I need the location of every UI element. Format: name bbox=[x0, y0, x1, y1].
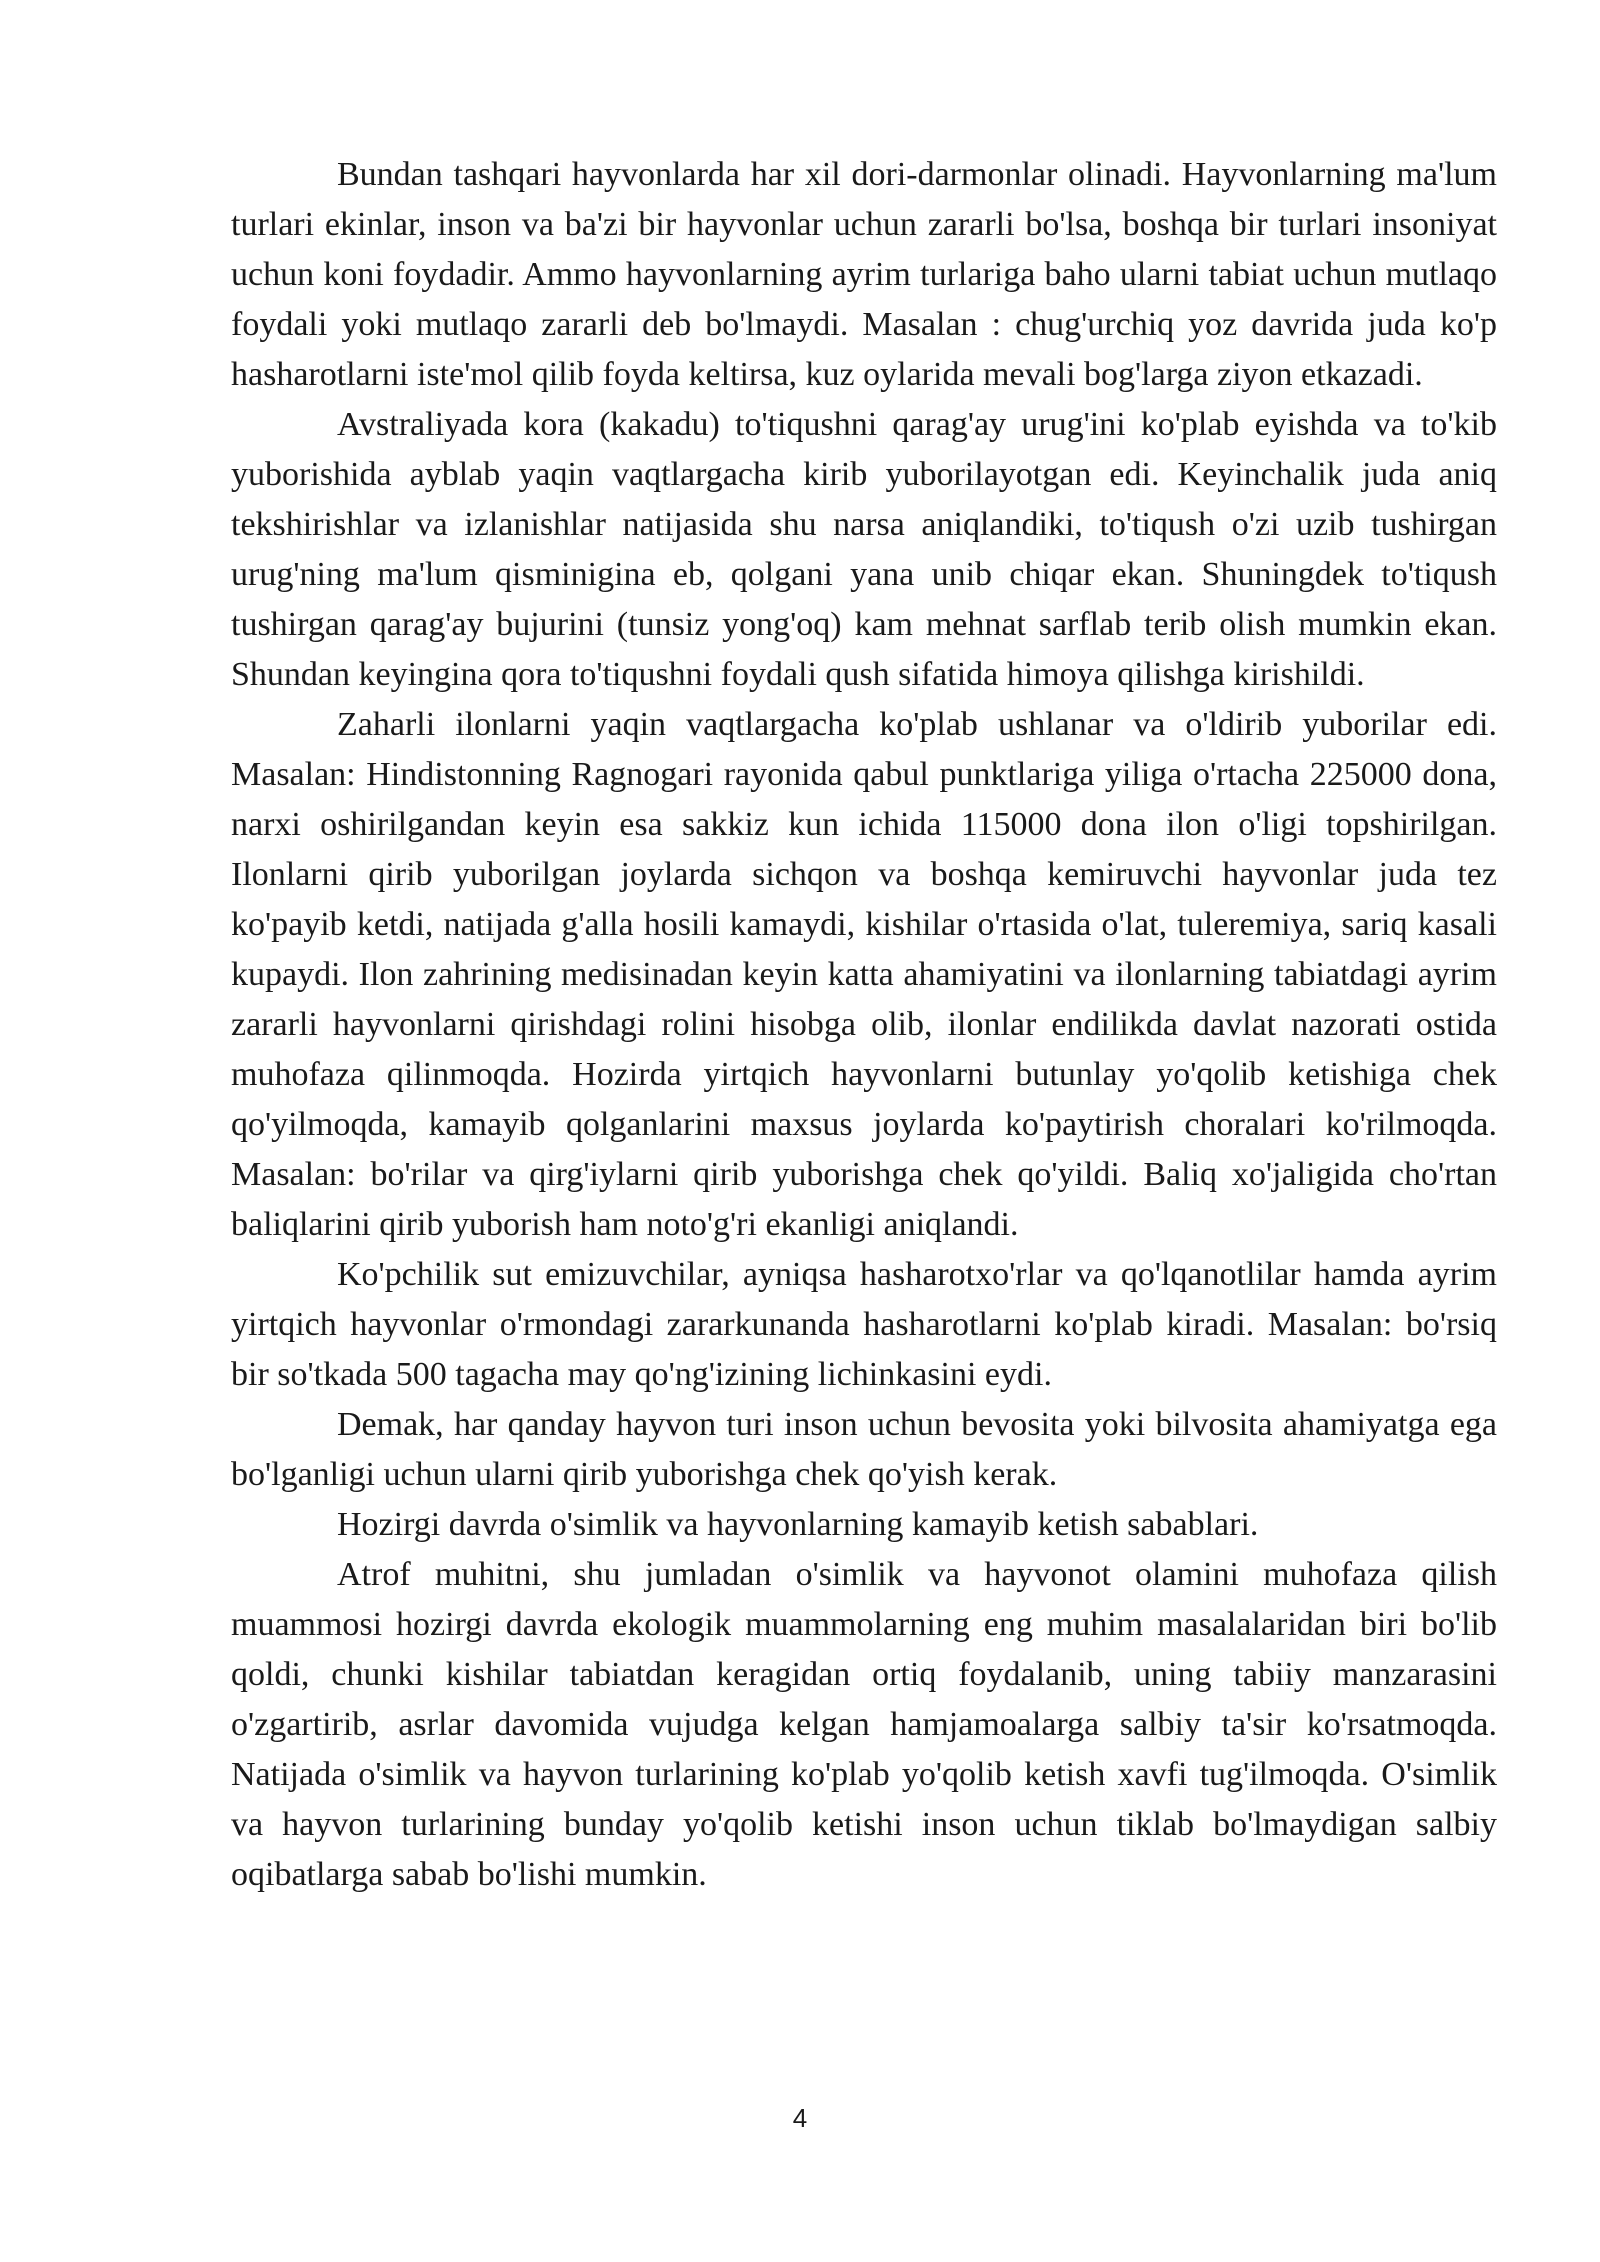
page-number: 4 bbox=[792, 2103, 808, 2133]
body-text bbox=[231, 150, 1497, 1900]
section-heading: Hozirgi davrda o'simlik va hayvonlarning kamayib ketish sabablari. bbox=[337, 1506, 1259, 1543]
paragraph-cockatoo: Avstraliyada kora (kakadu) to'tiqushni qarag'ay urug'ini ko'plab eyishda va to'kib yuborishida ayblab yaqin vaqtlargacha kirib yuborilayotgan edi. Keyinchalik juda aniq tekshirishlar va izlanishlar natijasida shu narsa aniqlandiki, to'tiqush o'zi uzib tushirgan urug'ning ma'lum qisminigina eb, qolgani yana unib chiqar ekan. Shuningdek to'tiqush tushirgan qarag'ay bujurini (tunsiz yong'oq) kam mehnat sarflab terib olish mumkin ekan. Shundan keyingina qora to'tiqushni foydali qush sifatida himoya qilishga kirishildi. bbox=[231, 406, 1497, 693]
paragraph-medicines: Bundan tashqari hayvonlarda har xil dori-darmonlar olinadi. Hayvonlarning ma'lum turlari ekinlar, inson va ba'zi bir hayvonlar uchun zararli bo'lsa, boshqa bir turlari insoniyat uchun koni foydadir. Ammo hayvonlarning ayrim turlariga baho ularni tabiat uchun mutlaqo foydali yoki mutlaqo zararli deb bo'lmaydi. Masalan : chug'urchiq yoz davrida juda ko'p hasharotlarni iste'mol qilib foyda keltirsa, kuz oylarida mevali bog'larga ziyon etkazadi. bbox=[231, 156, 1497, 393]
paragraph-mammals: Ko'pchilik sut emizuvchilar, ayniqsa hasharotxo'rlar va qo'lqanotlilar hamda ayrim yirtqich hayvonlar o'rmondagi zararkunanda hasharotlarni ko'plab kiradi. Masalan: bo'rsiq bir so'tkada 500 tagacha may qo'ng'izining lichinkasini eydi. bbox=[231, 1256, 1497, 1393]
paragraph-conclusion: Demak, har qanday hayvon turi inson uchun bevosita yoki bilvosita ahamiyatga ega bo'lganligi uchun ularni qirib yuborishga chek qo'yish kerak. bbox=[231, 1406, 1497, 1493]
paragraph-snakes: Zaharli ilonlarni yaqin vaqtlargacha ko'plab ushlanar va o'ldirib yuborilar edi. Masalan: Hindistonning Ragnogari rayonida qabul punktlariga yiliga o'rtacha 225000 dona, narxi oshirilgandan keyin esa sakkiz kun ichida 115000 dona ilon o'ligi topshirilgan. Ilonlarni qirib yuborilgan joylarda sichqon va boshqa kemiruvchi hayvonlar juda tez ko'payib ketdi, natijada g'alla hosili kamaydi, kishilar o'rtasida o'lat, tuleremiya, sariq kasali kupaydi. Ilon zahrining medisinadan keyin katta ahamiyatini va ilonlarning tabiatdagi ayrim zararli hayvonlarni qirishdagi rolini hisobga olib, ilonlar endilikda davlat nazorati ostida muhofaza qilinmoqda. Hozirda yirtqich hayvonlarni butunlay yo'qolib ketishiga chek qo'yilmoqda, kamayib qolganlarini maxsus joylarda ko'paytirish choralari ko'rilmoqda. Masalan: bo'rilar va qirg'iylarni qirib yuborishga chek qo'yildi. Baliq xo'jaligida cho'rtan baliqlarini qirib yuborish ham noto'g'ri ekanligi aniqlandi. bbox=[231, 706, 1497, 1243]
paragraph-environment: Atrof muhitni, shu jumladan o'simlik va hayvonot olamini muhofaza qilish muammosi hozirgi davrda ekologik muammolarning eng muhim masalalaridan biri bo'lib qoldi, chunki kishilar tabiatdan keragidan ortiq foydalanib, uning tabiiy manzarasini o'zgartirib, asrlar davomida vujudga kelgan hamjamoalarga salbiy ta'sir ko'rsatmoqda. Natijada o'simlik va hayvon turlarining ko'plab yo'qolib ketish xavfi tug'ilmoqda. O'simlik va hayvon turlarining bunday yo'qolib ketishi inson uchun tiklab bo'lmaydigan salbiy oqibatlarga sabab bo'lishi mumkin. bbox=[231, 1556, 1497, 1893]
